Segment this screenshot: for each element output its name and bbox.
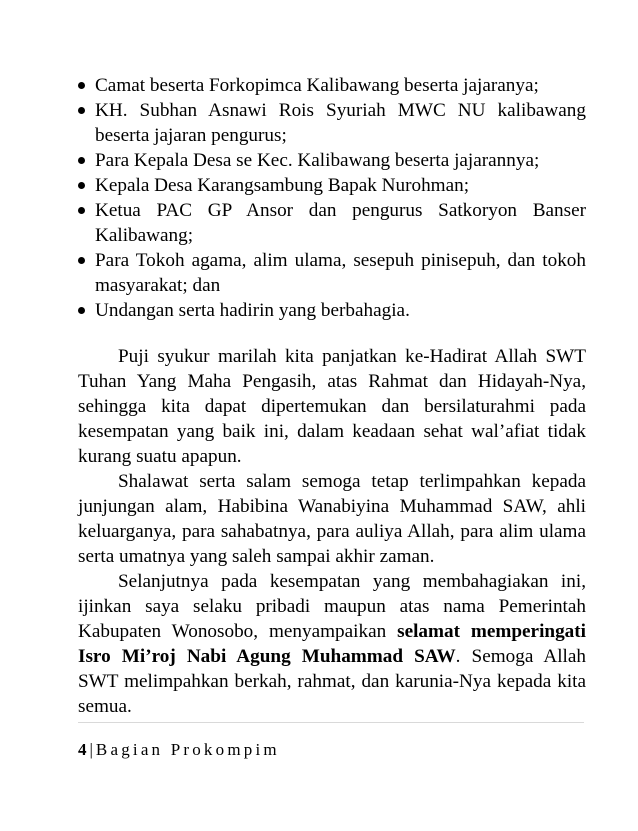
greeting-emphasis: selamat memperingati Isro Mi’roj Nabi Agung Muhammad SAW [78,621,586,667]
list-item-text: Camat beserta Forkopimca Kalibawang beserta jajaranya; [95,75,539,96]
list-item-text: Undangan serta hadirin yang berbahagia. [95,300,410,321]
paragraph-gratitude: Puji syukur marilah kita panjatkan ke-Hadirat Allah SWT Tuhan Yang Maha Pengasih, atas Rahmat dan Hidayah-Nya, sehingga kita dapat dipertemukan dan bersilaturahmi pada kesempatan yang baik ini, dalam keadaan sehat wal’afiat tidak kurang suatu apapun. [78,346,586,467]
footer-separator: | [89,740,93,759]
list-item [78,148,586,173]
body-text [78,344,586,719]
bullet-icon [78,307,85,314]
list-item [78,298,586,323]
salutation-list [78,73,586,323]
list-item [78,173,586,198]
list-item-text: Ketua PAC GP Ansor dan pengurus Satkoryon Banser Kalibawang; [95,200,586,246]
bullet-icon [78,182,85,189]
bullet-icon [78,107,85,114]
bullet-icon [78,257,85,264]
list-item [78,73,586,98]
footer-section-title: Bagian Prokompim [95,740,280,759]
list-item [78,248,586,298]
paragraph-greeting-closing: . Semoga Allah SWT melimpahkan berkah, rahmat, dan karunia-Nya kepada kita semua. [78,646,586,717]
page-footer [78,739,280,761]
paragraph-shalawat: Shalawat serta salam semoga tetap terlimpahkan kepada junjungan alam, Habibina Wanabiyina Muhammad SAW, ahli keluarganya, para sahabatnya, para auliya Allah, para alim ulama serta umatnya yang saleh sampai akhir zaman. [78,471,586,567]
bullet-icon [78,157,85,164]
paragraph-greeting-text: Selanjutnya pada kesempatan yang membahagiakan ini, ijinkan saya selaku pribadi maupun atas nama Pemerintah Kabupaten Wonosobo, menyampaikan [78,571,586,642]
bullet-icon [78,82,85,89]
footer-divider [78,722,584,723]
page-number: 4 [78,740,87,759]
paragraph-greeting [78,569,586,719]
list-item [78,198,586,248]
list-item-text: KH. Subhan Asnawi Rois Syuriah MWC NU kalibawang beserta jajaran pengurus; [95,100,586,146]
list-item [78,98,586,148]
list-item-text: Kepala Desa Karangsambung Bapak Nurohman; [95,175,470,196]
list-item-text: Para Tokoh agama, alim ulama, sesepuh pinisepuh, dan tokoh masyarakat; dan [95,250,586,296]
list-item-text: Para Kepala Desa se Kec. Kalibawang beserta jajarannya; [95,150,540,171]
bullet-icon [78,207,85,214]
